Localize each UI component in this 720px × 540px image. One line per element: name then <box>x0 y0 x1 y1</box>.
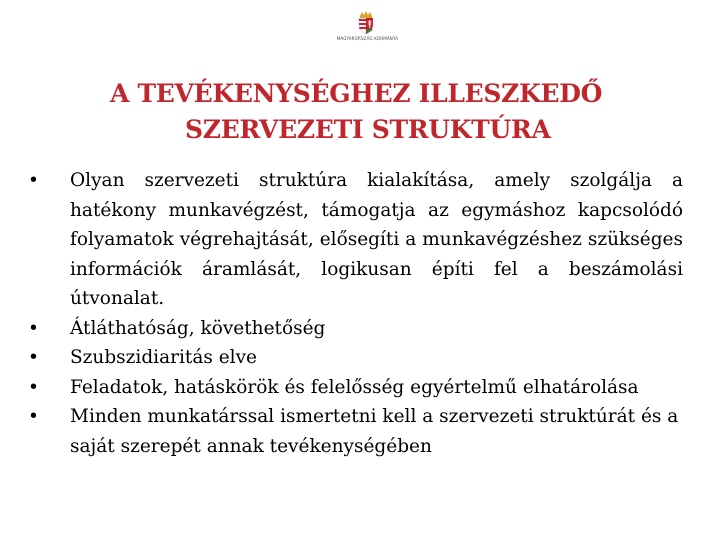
bullet-text: Átláthatóság, követhetőség <box>70 317 326 339</box>
bullet-item <box>28 166 683 314</box>
emblem-caption: MAGYARORSZÁG KORMÁNYA <box>336 36 399 41</box>
bullet-text: Minden munkatárssal ismertetni kell a szervezeti struktúrát és a saját szerepét annak tevékenységében <box>70 406 679 457</box>
bullet-text: Szubszidiaritás elve <box>70 347 257 368</box>
bullet-item <box>28 314 683 344</box>
bullet-dot: • <box>28 347 39 368</box>
bullet-dot: • <box>28 170 39 191</box>
coat-of-arms-icon <box>355 10 377 36</box>
bullet-list <box>28 166 683 461</box>
bullet-dot: • <box>28 317 39 339</box>
bullet-item <box>28 402 683 461</box>
bullet-dot: • <box>28 406 39 427</box>
bullet-text: Feladatok, hatáskörök és felelősség egyértelmű elhatárolása <box>70 376 639 398</box>
bullet-item <box>28 373 683 403</box>
bullet-dot: • <box>28 376 39 398</box>
title-line-1: A TEVÉKENYSÉGHEZ ILLESZKEDŐ <box>110 79 603 108</box>
slide-title <box>110 76 630 148</box>
title-line-2: SZERVEZETI STRUKTÚRA <box>185 115 551 144</box>
bullet-text: Olyan szervezeti struktúra kialakítása, amely szolgálja a hatékony munkavégzést, támogatja az egymáshoz kapcsolódó folyamatok végrehajtását, elősegíti a munkavégzéshez szükséges információk áramlását, logikusan építi fel a beszámolási útvonalat. <box>70 170 683 309</box>
bullet-item <box>28 343 683 373</box>
